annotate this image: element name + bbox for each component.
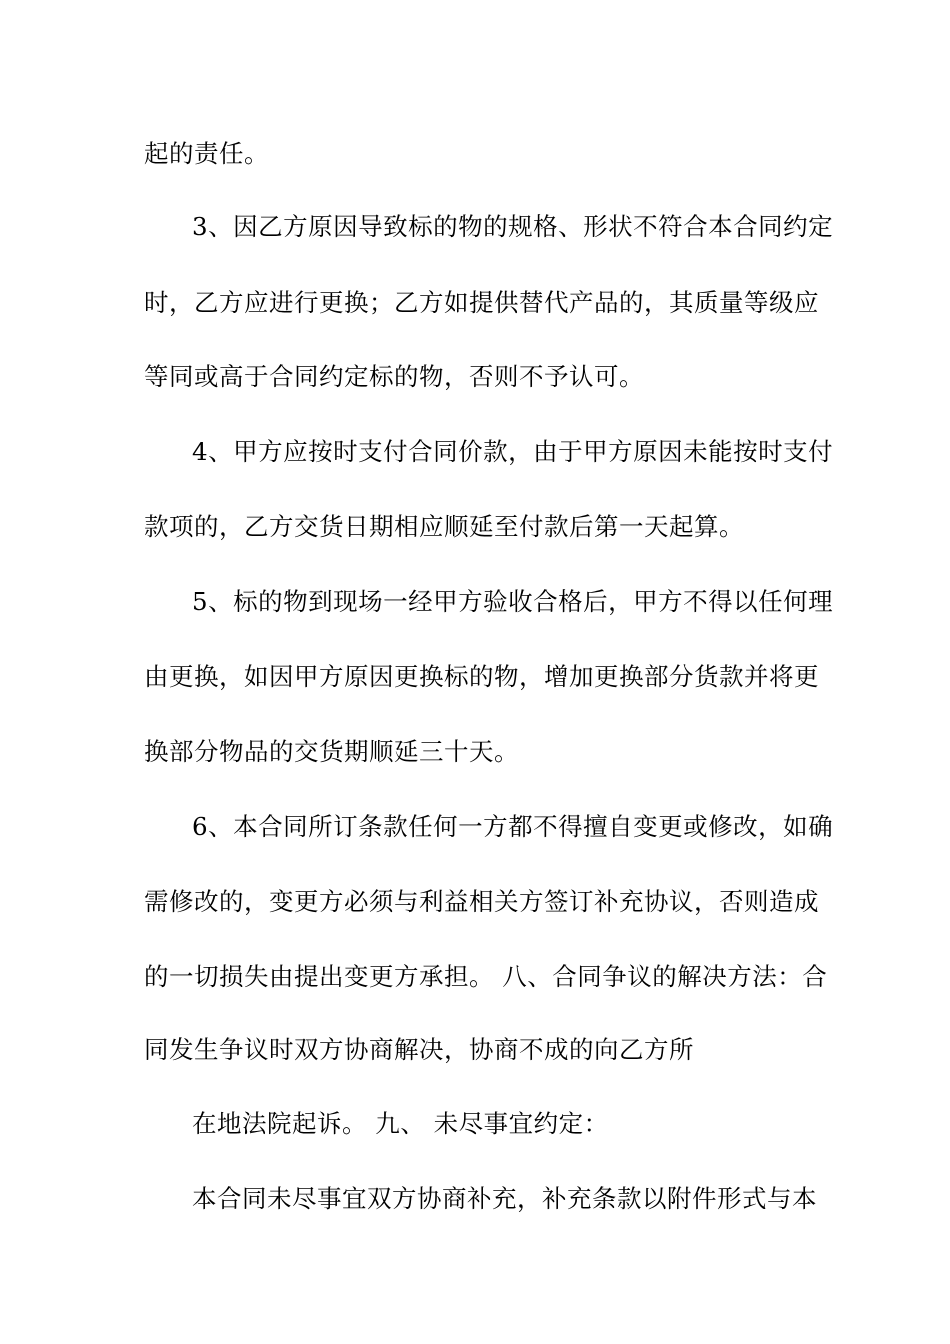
section-9-heading: 在地法院起诉。 九、 未尽事宜约定： bbox=[192, 1109, 609, 1138]
text-line: 同发生争议时双方协商解决，协商不成的向乙方所 bbox=[144, 1035, 694, 1064]
text-line: 等同或高于合同约定标的物，否则不予认可。 bbox=[144, 362, 644, 391]
clause-3-line: 3、因乙方原因导致标的物的规格、形状不符合本合同约定 bbox=[192, 212, 834, 241]
clause-6-line: 6、本合同所订条款任何一方都不得擅自变更或修改，如确 bbox=[192, 812, 834, 841]
text-line: 由更换，如因甲方原因更换标的物，增加更换部分货款并将更 bbox=[144, 662, 819, 691]
text-line: 时，乙方应进行更换；乙方如提供替代产品的，其质量等级应 bbox=[144, 288, 819, 317]
text-line: 本合同未尽事宜双方协商补充，补充条款以附件形式与本 bbox=[192, 1184, 817, 1213]
text-line: 起的责任。 bbox=[144, 139, 269, 168]
text-line: 的一切损失由提出变更方承担。 八、合同争议的解决方法：合 bbox=[144, 962, 828, 991]
text-line: 换部分物品的交货期顺延三十天。 bbox=[144, 737, 519, 766]
text-line: 款项的，乙方交货日期相应顺延至付款后第一天起算。 bbox=[144, 512, 744, 541]
clause-5-line: 5、标的物到现场一经甲方验收合格后，甲方不得以任何理 bbox=[192, 587, 834, 616]
text-line: 需修改的，变更方必须与利益相关方签订补充协议，否则造成 bbox=[144, 887, 819, 916]
clause-4-line: 4、甲方应按时支付合同价款，由于甲方原因未能按时支付 bbox=[192, 437, 834, 466]
